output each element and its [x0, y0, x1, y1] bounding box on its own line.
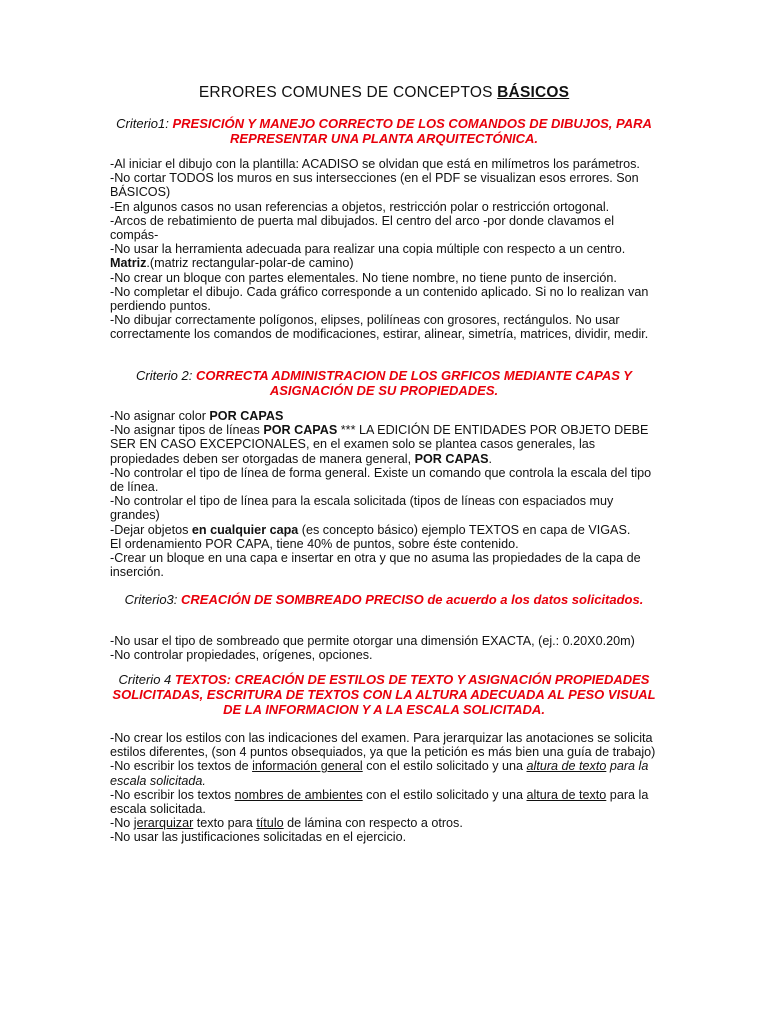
criterio-label: Criterio1:	[116, 116, 173, 131]
item-text: para la escala solicitada.	[110, 759, 649, 788]
bold-term: POR CAPAS	[263, 423, 338, 438]
underlined-term: altura de texto	[526, 759, 607, 774]
underlined-term: jerarquizar	[133, 816, 194, 831]
list-item: -Crear un bloque en una capa e insertar en otra y que no asuma las propiedades de la capa de inserción.	[110, 551, 641, 580]
underlined-term: nombres de ambientes	[234, 787, 363, 802]
item-text: .	[488, 451, 493, 466]
list-item	[110, 409, 662, 423]
item-text: .(matriz rectangular-polar-de camino)	[146, 256, 354, 271]
list-item: -No controlar el tipo de línea para la escala solicitada (tipos de líneas con espaciados muy grandes)	[110, 494, 614, 523]
underlined-term: altura de texto	[526, 787, 607, 802]
list-item: -Arcos de rebatimiento de puerta mal dibujados. El centro del arco -por donde clavamos el compás-	[110, 213, 615, 243]
list-item: -En algunos casos no usan referencias a objetos, restricción polar o restricción ortogonal.	[110, 199, 610, 214]
list-item	[110, 788, 662, 816]
item-text: con el estilo solicitado y una	[362, 787, 527, 802]
list-item: -No controlar propiedades, orígenes, opciones.	[110, 648, 373, 663]
item-text: -Dejar objetos	[110, 522, 192, 537]
item-text: -No escribir los textos de	[110, 759, 253, 774]
item-text: con el estilo solicitado y una	[362, 759, 527, 774]
item-text: para la escala solicitada.	[110, 787, 649, 817]
item-text: (es concepto básico) ejemplo TEXTOS en capa de VIGAS.	[298, 522, 631, 537]
bold-term: en cualquier capa	[191, 522, 299, 537]
criterio-title: CORRECTA ADMINISTRACION DE LOS GRFICOS MEDIANTE CAPAS Y ASIGNACIÓN DE SU PROPIEDADES.	[195, 368, 632, 398]
list-item: -No usar las justificaciones solicitadas en el ejercicio.	[110, 830, 407, 845]
item-text: -No asignar color	[110, 409, 210, 423]
list-item: -No usar la herramienta adecuada para realizar una copia múltiple con respecto a un centro.	[110, 242, 626, 257]
criterio-title: CREACIÓN DE SOMBREADO PRECISO de acuerdo a los datos solicitados.	[181, 592, 644, 607]
criterio-4-items	[110, 731, 662, 845]
underlined-term: información general	[252, 759, 363, 774]
criterio-label: Criterio3:	[124, 592, 182, 607]
bold-term: POR CAPAS	[414, 451, 489, 466]
criterio-label: Criterio 2:	[136, 368, 196, 383]
list-item: -No crear un bloque con partes elementales. No tiene nombre, no tiene punto de inserción.	[110, 270, 617, 285]
list-item: El ordenamiento POR CAPA, tiene 40% de puntos, sobre éste contenido.	[110, 536, 519, 551]
page-title	[0, 84, 768, 102]
list-item: -No usar el tipo de sombreado que permite otorgar una dimensión EXACTA, (ej.: 0.20X0.20m)	[110, 634, 635, 648]
title-emphasis: BÁSICOS	[497, 84, 570, 101]
title-prefix: ERRORES COMUNES DE CONCEPTOS	[198, 84, 498, 101]
list-item: -No dibujar correctamente polígonos, elipses, polilíneas con grosores, rectángulos. No usar correctamente los comandos de modificaciones, estirar, alinear, simetría, matrices, dividir, medir.	[110, 313, 649, 342]
item-text: de lámina con respecto a otros.	[283, 816, 463, 831]
item-text: -No	[110, 816, 134, 831]
list-item	[110, 759, 662, 787]
criterio-title: TEXTOS: CREACIÓN DE ESTILOS DE TEXTO Y ASIGNACIÓN PROPIEDADES SOLICITADAS, ESCRITURA DE TEXTOS CON LA ALTURA ADECUADA AL PESO VISUAL DE LA INFORMACION Y A LA ESCALA SOLICITADA.	[112, 672, 656, 717]
list-item: -No cortar TODOS los muros en sus intersecciones (en el PDF se visualizan esos errores. Son BÁSICOS)	[110, 171, 639, 200]
criterio-3-heading	[110, 592, 658, 607]
list-item: -No completar el dibujo. Cada gráfico corresponde a un contenido aplicado. Si no lo realizan van perdiendo puntos.	[110, 284, 649, 314]
item-text: -No asignar tipos de líneas	[110, 423, 264, 438]
list-item: -No controlar el tipo de línea de forma general. Existe un comando que controla la escala del tipo de línea.	[110, 465, 652, 495]
item-text: -No escribir los textos	[110, 787, 235, 802]
list-item	[110, 816, 662, 830]
list-item	[110, 423, 662, 466]
item-text: *** LA EDICIÓN DE ENTIDADES POR OBJETO DEBE SER EN CASO EXCEPCIONALES, en el examen solo se plantea casos generales, las propiedades deben ser otorgadas de manera general,	[110, 423, 649, 466]
list-item	[110, 523, 662, 537]
bold-term: Matriz	[110, 256, 147, 271]
underlined-term: título	[256, 816, 284, 831]
list-item	[110, 256, 662, 270]
criterio-title: PRESICIÓN Y MANEJO CORRECTO DE LOS COMANDOS DE DIBUJOS, PARA REPRESENTAR UNA PLANTA ARQUITECTÓNICA.	[172, 116, 652, 146]
list-item: -Al iniciar el dibujo con la plantilla: ACADISO se olvidan que está en milímetros los parámetros.	[110, 157, 640, 171]
list-item: -No crear los estilos con las indicaciones del examen. Para jerarquizar las anotaciones se solicita estilos diferentes, (son 4 puntos obsequiados, ya que la petición es más bien una guía de trabajo)	[110, 731, 656, 760]
criterio-label: Criterio 4	[118, 672, 175, 687]
item-text: texto para	[193, 816, 257, 831]
criterio-4-heading	[110, 672, 658, 717]
criterio-1-heading	[110, 116, 658, 146]
criterio-2-items	[110, 409, 662, 579]
criterio-2-heading	[110, 368, 658, 398]
criterio-3-items	[110, 634, 662, 662]
bold-term: POR CAPAS	[209, 409, 284, 423]
criterio-1-items	[110, 157, 662, 342]
